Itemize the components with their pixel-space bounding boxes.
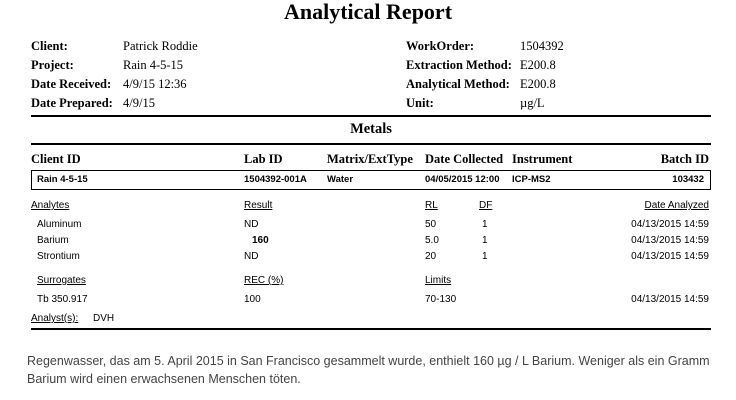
date-received-value: 4/9/15 12:36 [123,77,187,91]
date-analyzed-header: Date Analyzed [644,200,709,211]
analyte-result: 160 [252,235,269,246]
section-title: Metals [350,121,392,137]
analyte-rl: 20 [425,251,437,262]
surrogate-limits: 70-130 [425,294,457,305]
date-received-label: Date Received: [31,77,112,91]
date-prepared-label: Date Prepared: [31,96,113,110]
analyte-date: 04/13/2015 14:59 [631,235,709,246]
analyte-df: 1 [482,219,488,230]
analyte-df: 1 [482,235,488,246]
analytical-method-label: Analytical Method: [406,77,510,91]
rl-header: RL [425,200,438,211]
surrogate-rec: 100 [244,294,261,305]
report-title: Analytical Report [283,0,453,24]
analyte-df: 1 [482,251,488,262]
surrogate-name: Tb 350.917 [37,294,88,305]
analyte-result: ND [244,219,259,230]
df-header: DF [479,200,493,211]
rec-header: REC (%) [244,275,284,286]
analyte-name: Barium [37,235,69,246]
result-header: Result [244,200,273,211]
workorder-value: 1504392 [520,39,564,53]
analytical-method-value: E200.8 [520,77,556,91]
workorder-label: WorkOrder: [406,39,475,53]
sample-lab-id: 1504392-001A [244,174,307,185]
client-value: Patrick Roddie [123,39,198,53]
extraction-method-label: Extraction Method: [406,58,512,72]
analyte-date: 04/13/2015 14:59 [631,219,709,230]
col-matrix: Matrix/ExtType [327,152,413,166]
col-instrument: Instrument [512,152,573,166]
date-prepared-value: 4/9/15 [123,96,155,110]
analyst-value: DVH [93,313,115,324]
col-client-id: Client ID [31,152,81,166]
project-label: Project: [31,58,74,72]
unit-value: µg/L [520,96,545,110]
extraction-method-value: E200.8 [520,58,556,72]
sample-instrument: ICP-MS2 [512,174,551,185]
image-caption: Regenwasser, das am 5. April 2015 in San Francisco gesammelt wurde, enthielt 160 µg / L Barium. Weniger als ein Gramm Barium wird einen erwachsenen Menschen töten. [27,354,710,386]
col-lab-id: Lab ID [244,152,283,166]
sample-batch-id: 103432 [672,174,704,185]
client-label: Client: [31,39,68,53]
analyte-date: 04/13/2015 14:59 [631,251,709,262]
analyte-rl: 50 [425,219,437,230]
analyst-label: Analyst(s): [31,313,79,324]
unit-label: Unit: [406,96,434,110]
sample-matrix: Water [327,174,354,185]
analyte-name: Strontium [37,251,80,262]
col-date-collected: Date Collected [425,152,504,166]
surrogate-date: 04/13/2015 14:59 [631,294,709,305]
analyte-name: Aluminum [37,219,82,230]
report-bottom-rule [31,328,711,330]
analyte-rl: 5.0 [425,235,439,246]
analyte-result: ND [244,251,259,262]
col-batch-id: Batch ID [660,152,709,166]
project-value: Rain 4-5-15 [123,58,184,72]
surrogates-header: Surrogates [37,275,86,286]
analytes-header: Analytes [31,200,70,211]
limits-header: Limits [425,275,452,286]
section-bottom-rule [31,143,711,145]
sample-client-id: Rain 4-5-15 [37,174,88,185]
sample-date-collected: 04/05/2015 12:00 [425,174,500,185]
section-top-rule [31,115,711,117]
